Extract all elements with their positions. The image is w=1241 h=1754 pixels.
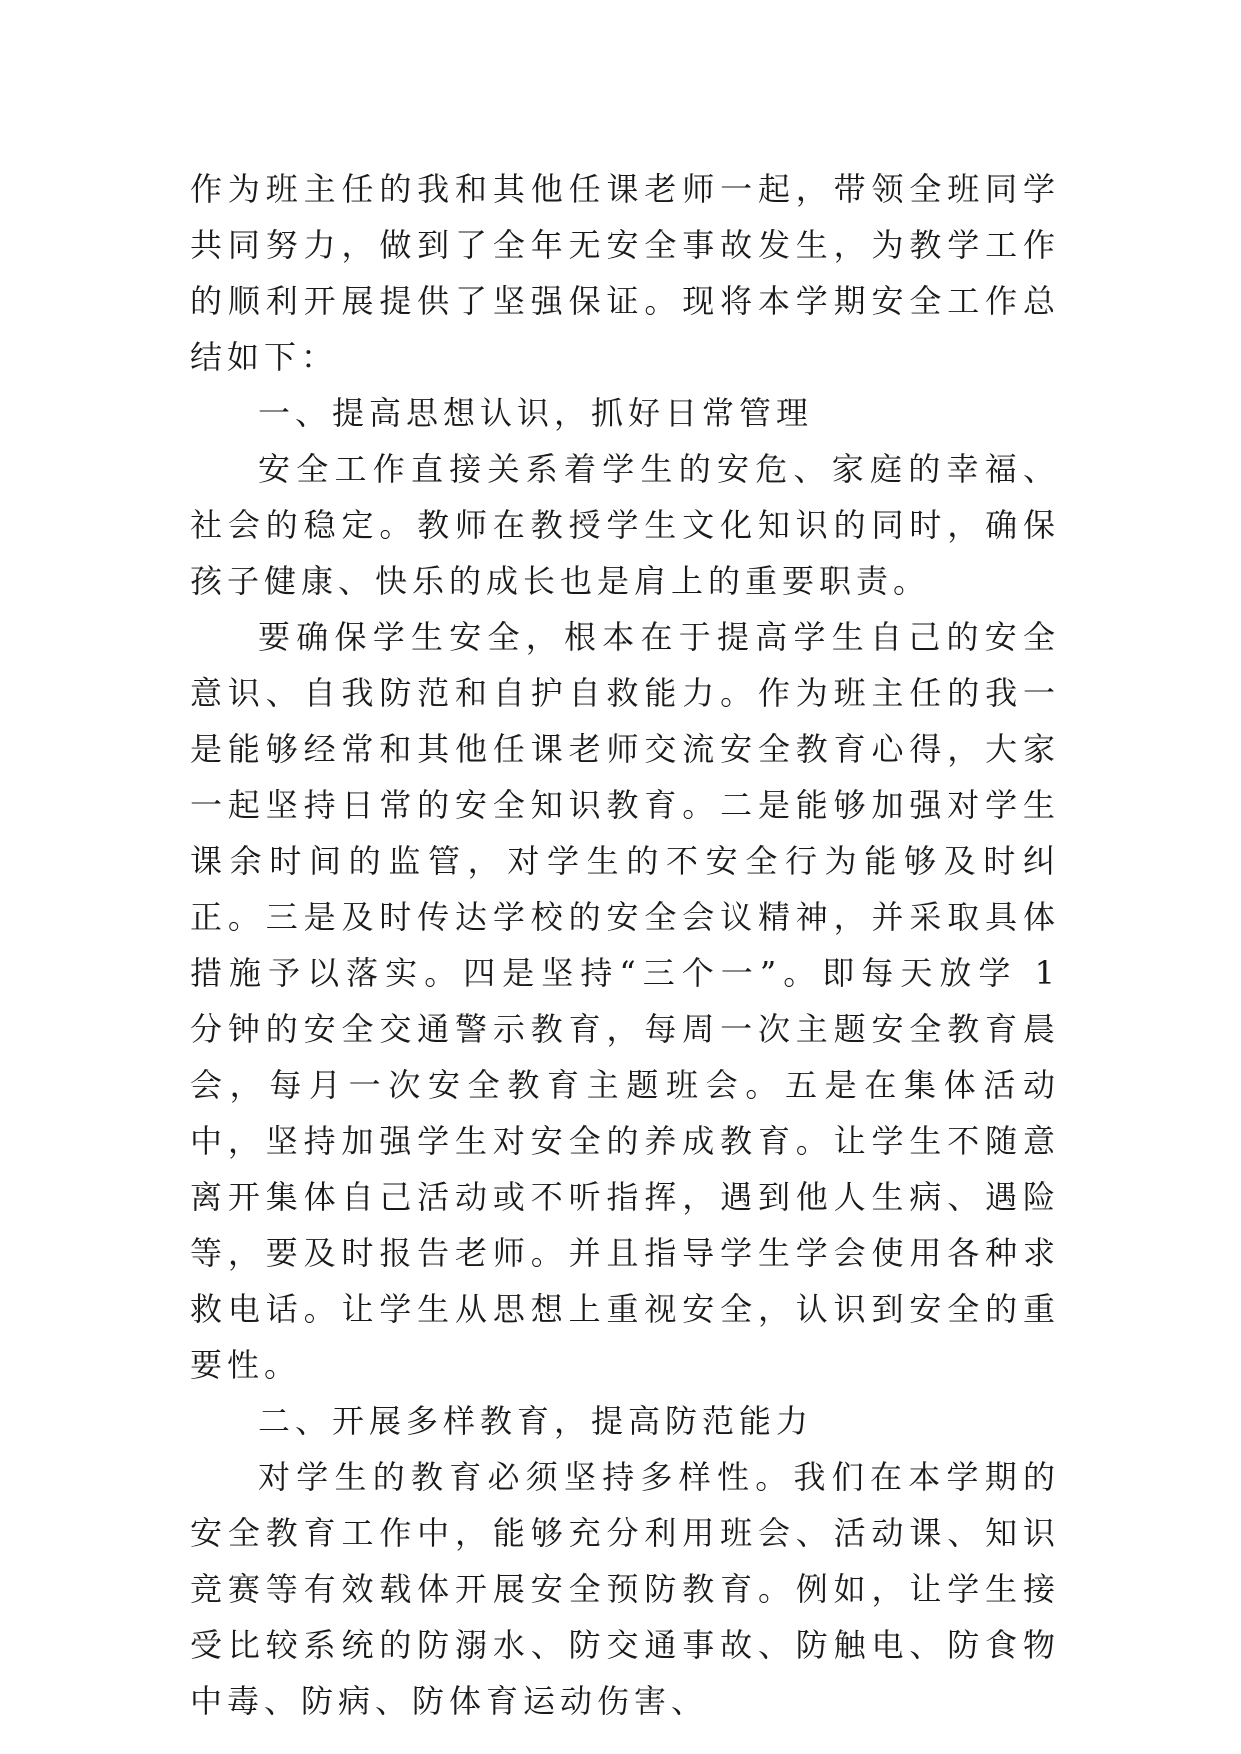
section-heading-1: 一、提高思想认识，抓好日常管理 xyxy=(258,394,814,432)
paragraph-intro-continuation: 作为班主任的我和其他任课老师一起，带领全班同学共同努力，做到了全年无安全事故发生，为教学工作的顺利开展提供了坚强保证。现将本学期安全工作总结如下： xyxy=(190,170,1060,376)
document-body xyxy=(190,161,1060,1729)
paragraph-safety-importance: 安全工作直接关系着学生的安危、家庭的幸福、社会的稳定。教师在教授学生文化知识的同时，确保孩子健康、快乐的成长也是肩上的重要职责。 xyxy=(190,450,1060,600)
section-heading-2: 二、开展多样教育，提高防范能力 xyxy=(258,1402,814,1440)
paragraph-daily-management: 要确保学生安全，根本在于提高学生自己的安全意识、自我防范和自护自救能力。作为班主任的我一是能够经常和其他任课老师交流安全教育心得，大家一起坚持日常的安全知识教育。二是能够加强对学生课余时间的监管，对学生的不安全行为能够及时纠正。三是及时传达学校的安全会议精神，并采取具体措施予以落实。四是坚持“三个一”。即每天放学 1 分钟的安全交通警示教育，每周一次主题安全教育晨会，每月一次安全教育主题班会。五是在集体活动中，坚持加强学生对安全的养成教育。让学生不随意离开集体自己活动或不听指挥，遇到他人生病、遇险等，要及时报告老师。并且指导学生学会使用各种求救电话。让学生从思想上重视安全，认识到安全的重要性。 xyxy=(190,618,1060,1384)
paragraph-diverse-education: 对学生的教育必须坚持多样性。我们在本学期的安全教育工作中，能够充分利用班会、活动课、知识竞赛等有效载体开展安全预防教育。例如，让学生接受比较系统的防溺水、防交通事故、防触电、防食物中毒、防病、防体育运动伤害、 xyxy=(190,1458,1060,1720)
